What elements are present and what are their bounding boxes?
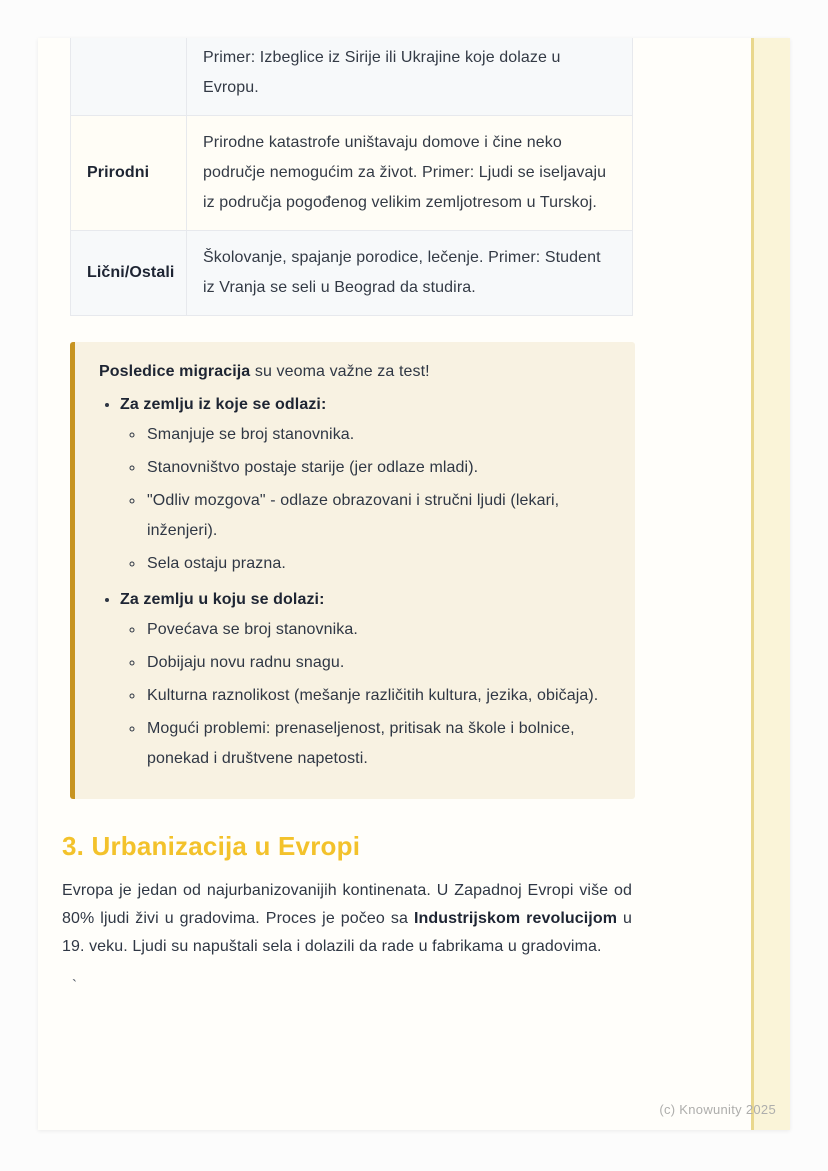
table-row-label [71,38,187,116]
migration-causes-table [70,38,633,316]
section-paragraph [62,877,632,961]
section-heading: 3. Urbanizacija u Evropi [62,831,361,861]
table-row [71,38,633,116]
table-row-text: Školovanje, spajanje porodice, lečenje. Primer: Student iz Vranja se seli u Beograd da studira. [187,231,633,316]
list-item: ◦ Mogući problemi: prenaseljenost, pritisak na škole i bolnice, ponekad i društvene napetosti. [145,714,609,774]
page-content [62,38,666,994]
paragraph-text: u 19. veku. Ljudi su napuštali sela i dolazili da rade u fabrikama u gradovima. [62,910,633,955]
list-group [120,390,609,579]
list-item: ◦ Kulturna raznolikost (mešanje različitih kultura, jezika, običaja). [145,681,609,711]
table-row-label: Lični/Ostali [71,231,187,316]
callout-intro-rest: su veoma važne za test! [250,363,430,380]
document-page [38,38,790,1130]
consequences-list [99,390,609,774]
list-item: ◦ Stanovništvo postaje starije (jer odlaze mladi). [145,453,609,483]
table-row-text: Primer: Izbeglice iz Sirije ili Ukrajine koje dolaze u Evropu. [187,38,633,116]
table-row [71,116,633,231]
paragraph-bold-term: Industrijskom revolucijom [413,910,618,927]
callout-intro [99,357,609,387]
list-item: ◦ Dobijaju novu radnu snagu. [145,648,609,678]
table-row-text: Prirodne katastrofe uništavaju domove i čine neko područje nemogućim za život. Primer: Ljudi se iseljavaju iz područja pogođenog velikim zemljotresom u Turskoj. [187,116,633,231]
paragraph-text: Evropa je jedan od najurbanizovanijih kontinenata. U Zapadnoj Evropi više od 80% ljudi živi u gradovima. Proces je počeo sa [62,882,632,927]
list-item: ◦ Smanjuje se broj stanovnika. [145,420,609,450]
group-heading: Za zemlju u koju se dolazi: [120,591,325,608]
consequences-callout [70,342,635,799]
group-heading: Za zemlju iz koje se odlazi: [120,396,327,413]
list-item: ◦ Sela ostaju prazna. [145,549,609,579]
sub-list [120,420,609,579]
copyright-watermark: (c) Knowunity 2025 [659,1102,776,1117]
callout-intro-bold: Posledice migracija [99,363,251,380]
table-row-label: Prirodni [71,116,187,231]
list-item: ◦ Povećava se broj stanovnika. [145,615,609,645]
table-row [71,231,633,316]
list-group [120,585,609,774]
right-accent-band [751,38,790,1130]
stray-character: ` [72,977,77,994]
sub-list [120,615,609,774]
list-item: ◦ "Odliv mozgova" - odlaze obrazovani i stručni ljudi (lekari, inženjeri). [145,486,609,546]
